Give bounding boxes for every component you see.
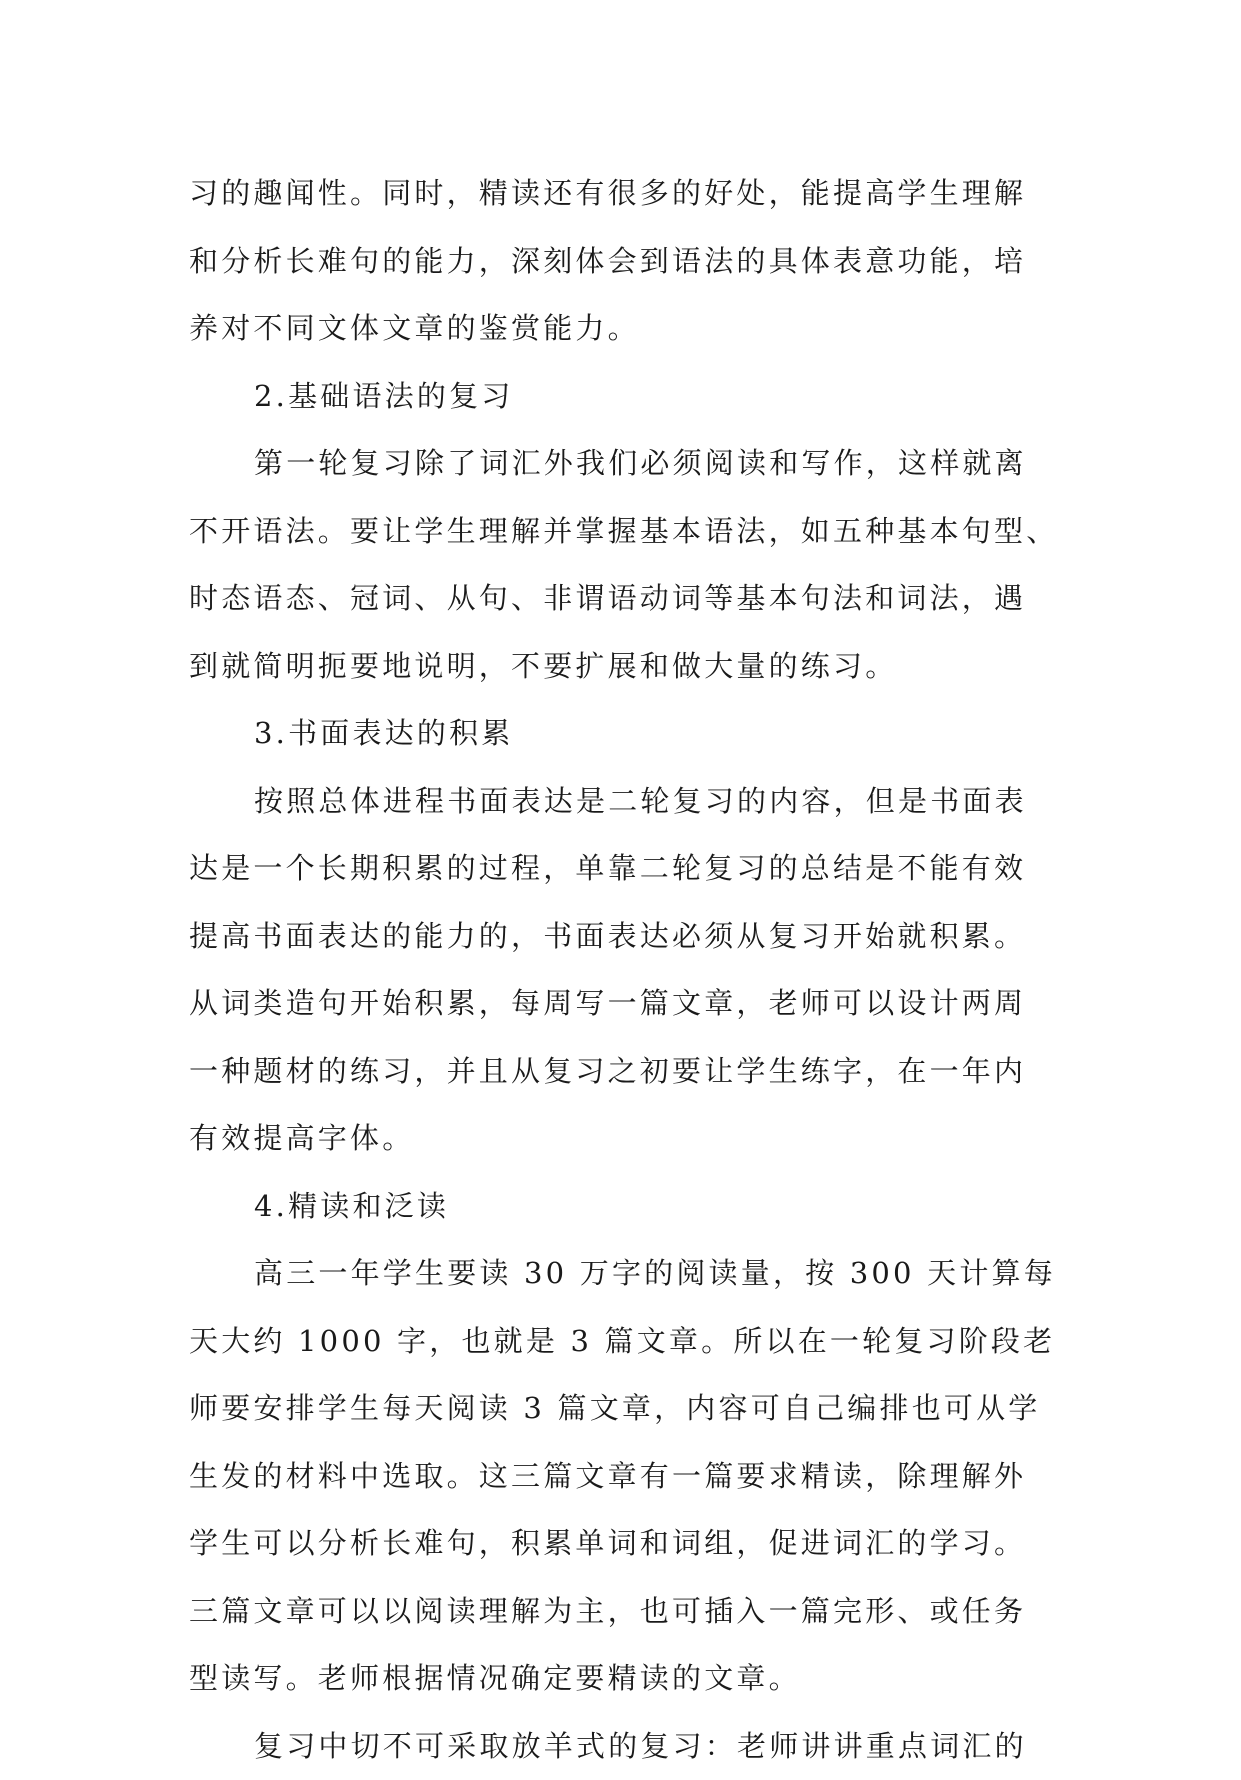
text-line: 生发的材料中选取。这三篇文章有一篇要求精读，除理解外 — [189, 1443, 1059, 1511]
text-line: 师要安排学生每天阅读 3 篇文章，内容可自己编排也可从学 — [189, 1375, 1059, 1443]
text-line: 型读写。老师根据情况确定要精读的文章。 — [189, 1645, 1059, 1713]
text-line: 一种题材的练习，并且从复习之初要让学生练字，在一年内 — [189, 1038, 1059, 1106]
text-line: 提高书面表达的能力的，书面表达必须从复习开始就积累。 — [189, 903, 1059, 971]
text-line: 和分析长难句的能力，深刻体会到语法的具体表意功能，培 — [189, 228, 1059, 296]
text-line: 三篇文章可以以阅读理解为主，也可插入一篇完形、或任务 — [189, 1578, 1059, 1646]
section-heading: 2.基础语法的复习 — [189, 363, 1059, 431]
text-line: 达是一个长期积累的过程，单靠二轮复习的总结是不能有效 — [189, 835, 1059, 903]
text-line: 高三一年学生要读 30 万字的阅读量，按 300 天计算每 — [189, 1240, 1059, 1308]
text-line: 按照总体进程书面表达是二轮复习的内容，但是书面表 — [189, 768, 1059, 836]
text-line: 从词类造句开始积累，每周写一篇文章，老师可以设计两周 — [189, 970, 1059, 1038]
section-heading: 4.精读和泛读 — [189, 1173, 1059, 1241]
section-heading: 3.书面表达的积累 — [189, 700, 1059, 768]
text-line: 复习中切不可采取放羊式的复习：老师讲讲重点词汇的 — [189, 1713, 1059, 1780]
text-line: 习的趣闻性。同时，精读还有很多的好处，能提高学生理解 — [189, 160, 1059, 228]
text-line: 到就简明扼要地说明，不要扩展和做大量的练习。 — [189, 633, 1059, 701]
text-line: 有效提高字体。 — [189, 1105, 1059, 1173]
document-body — [189, 160, 1059, 1780]
text-line: 学生可以分析长难句，积累单词和词组，促进词汇的学习。 — [189, 1510, 1059, 1578]
text-line: 养对不同文体文章的鉴赏能力。 — [189, 295, 1059, 363]
text-line: 天大约 1000 字，也就是 3 篇文章。所以在一轮复习阶段老 — [189, 1308, 1059, 1376]
text-line: 不开语法。要让学生理解并掌握基本语法，如五种基本句型、 — [189, 498, 1059, 566]
text-line: 时态语态、冠词、从句、非谓语动词等基本句法和词法，遇 — [189, 565, 1059, 633]
text-line: 第一轮复习除了词汇外我们必须阅读和写作，这样就离 — [189, 430, 1059, 498]
